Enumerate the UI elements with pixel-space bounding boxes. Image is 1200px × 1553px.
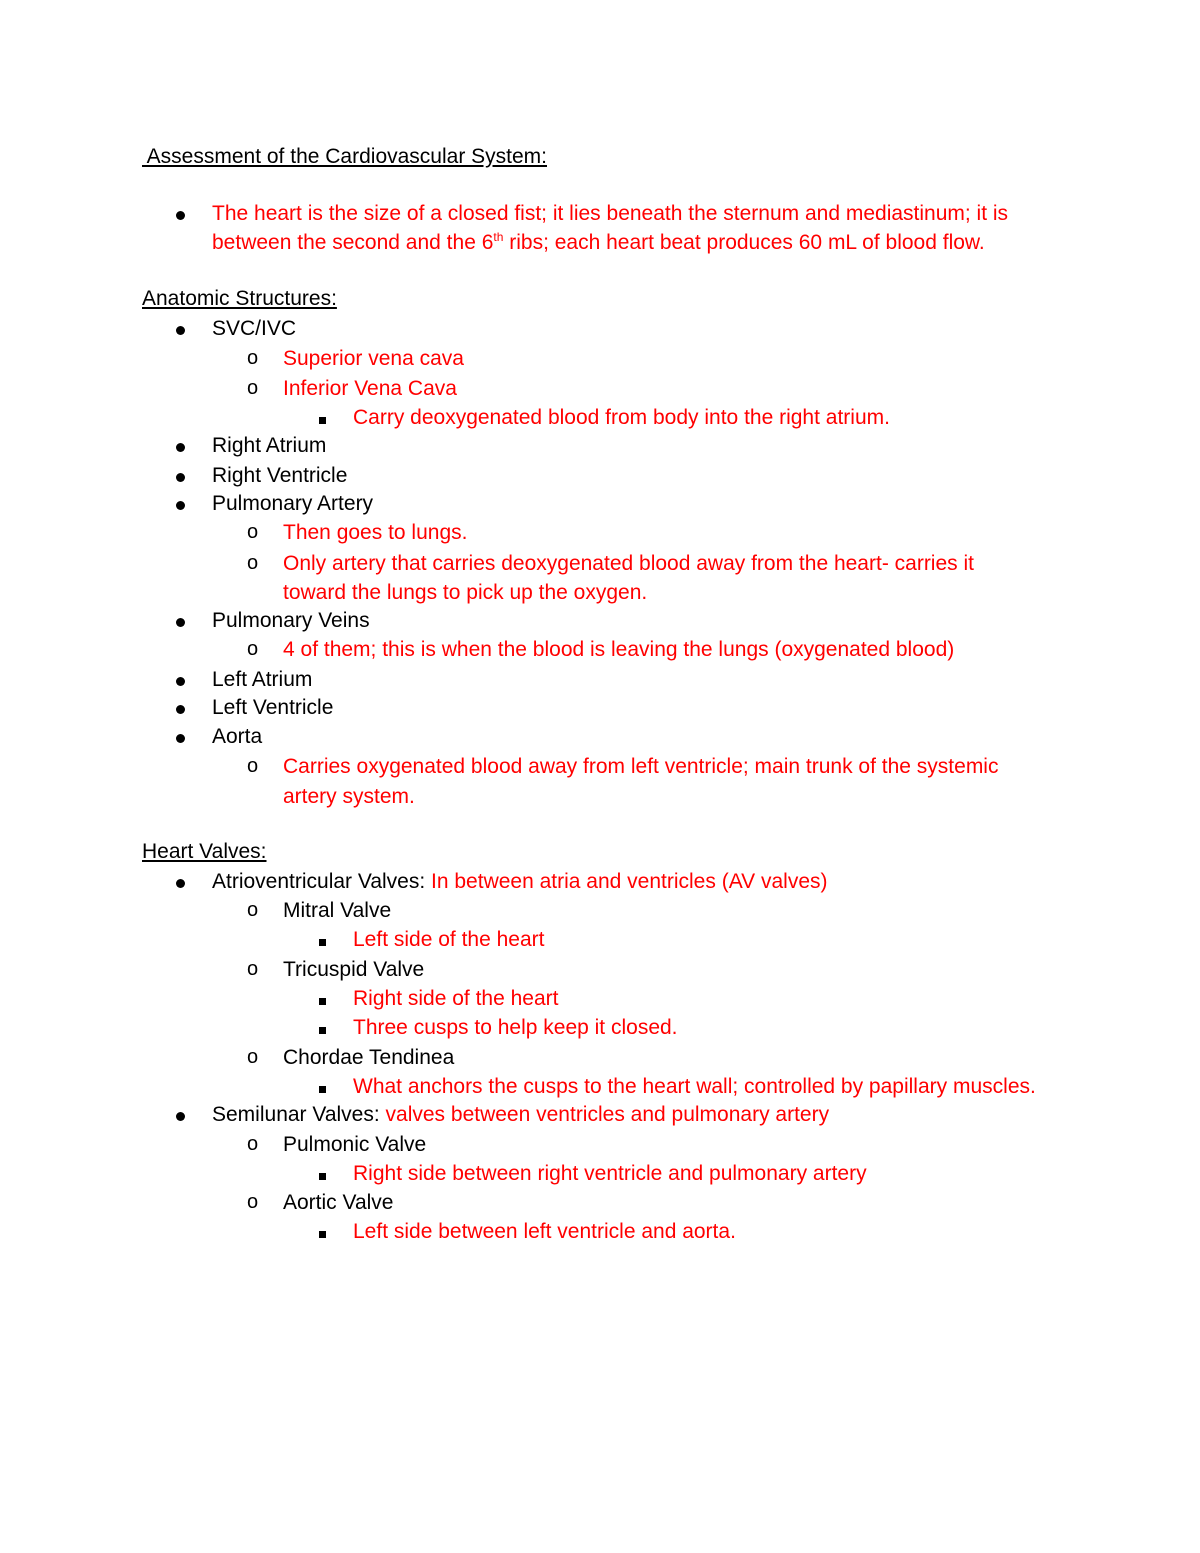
intro-text-line-2 <box>212 229 985 257</box>
intro-text-superscript: th <box>493 230 504 244</box>
list-item-pulmonary-artery: Pulmonary Artery <box>212 492 374 515</box>
list-item-pulmonic-desc: Right side between right ventricle and pulmonary artery <box>353 1162 867 1185</box>
bullet-circle: o <box>247 899 259 921</box>
list-item-tricuspid-desc-2: Three cusps to help keep it closed. <box>353 1016 678 1039</box>
list-item-pulmonic-valve: Pulmonic Valve <box>283 1133 427 1156</box>
list-item-inferior-vena-cava: Inferior Vena Cava <box>283 377 457 400</box>
bullet-square <box>319 926 326 954</box>
list-item-only-artery-line-1: Only artery that carries deoxygenated blood away from the heart- carries it <box>283 552 974 575</box>
bullet-disc <box>176 868 185 896</box>
bullet-circle: o <box>247 377 259 399</box>
list-item-semilunar-valves <box>212 1101 829 1129</box>
bullet-disc <box>176 607 185 635</box>
bullet-square <box>319 1014 326 1042</box>
bullet-circle: o <box>247 347 259 369</box>
list-item-four-of-them: 4 of them; this is when the blood is leaving the lungs (oxygenated blood) <box>283 638 955 661</box>
list-item-superior-vena-cava: Superior vena cava <box>283 347 464 370</box>
bullet-disc <box>176 490 185 518</box>
bullet-circle: o <box>247 552 259 574</box>
section-heading-anatomic-structures: Anatomic Structures: <box>142 287 337 310</box>
av-label: Atrioventricular Valves: <box>212 870 432 893</box>
list-item-mitral-desc: Left side of the heart <box>353 928 545 951</box>
bullet-circle: o <box>247 958 259 980</box>
bullet-disc <box>176 462 185 490</box>
list-item-mitral-valve: Mitral Valve <box>283 899 392 922</box>
section-heading-heart-valves: Heart Valves: <box>142 840 267 863</box>
bullet-square <box>319 1073 326 1101</box>
list-item-aorta-desc-line-2: artery system. <box>283 785 415 808</box>
bullet-circle: o <box>247 521 259 543</box>
bullet-square <box>319 1218 326 1246</box>
bullet-disc <box>176 694 185 722</box>
av-desc: In between atria and ventricles (AV valves) <box>431 870 828 893</box>
bullet-disc <box>176 723 185 751</box>
list-item-tricuspid-desc-1: Right side of the heart <box>353 987 559 1010</box>
list-item-left-ventricle: Left Ventricle <box>212 696 334 719</box>
intro-text-line-1: The heart is the size of a closed fist; it lies beneath the sternum and mediastinum; it is <box>212 202 1009 225</box>
bullet-disc <box>176 200 185 228</box>
list-item-right-atrium: Right Atrium <box>212 434 327 457</box>
semilunar-label: Semilunar Valves: <box>212 1103 386 1126</box>
list-item-chordae-tendinea: Chordae Tendinea <box>283 1046 455 1069</box>
bullet-circle: o <box>247 1046 259 1068</box>
list-item-aortic-desc: Left side between left ventricle and aorta. <box>353 1220 736 1243</box>
list-item-aortic-valve: Aortic Valve <box>283 1191 394 1214</box>
semilunar-desc: valves between ventricles and pulmonary artery <box>385 1103 830 1126</box>
list-item-chordae-desc: What anchors the cusps to the heart wall; controlled by papillary muscles. <box>353 1075 1036 1098</box>
bullet-circle: o <box>247 1191 259 1213</box>
list-item-right-ventricle: Right Ventricle <box>212 464 348 487</box>
bullet-disc <box>176 1101 185 1129</box>
list-item-atrioventricular-valves <box>212 868 828 896</box>
bullet-square <box>319 985 326 1013</box>
list-item-carry-deoxygenated: Carry deoxygenated blood from body into the right atrium. <box>353 406 890 429</box>
list-item-only-artery-line-2: toward the lungs to pick up the oxygen. <box>283 581 648 604</box>
intro-text-part-a: between the second and the 6 <box>212 231 494 254</box>
bullet-circle: o <box>247 638 259 660</box>
list-item-aorta: Aorta <box>212 725 263 748</box>
bullet-disc <box>176 315 185 343</box>
list-item-pulmonary-veins: Pulmonary Veins <box>212 609 370 632</box>
list-item-then-goes-to-lungs: Then goes to lungs. <box>283 521 468 544</box>
list-item-aorta-desc-line-1: Carries oxygenated blood away from left ventricle; main trunk of the systemic <box>283 755 999 778</box>
bullet-square <box>319 1160 326 1188</box>
list-item-svc-ivc: SVC/IVC <box>212 317 297 340</box>
bullet-circle: o <box>247 1133 259 1155</box>
intro-text-part-b: ribs; each heart beat produces 60 mL of blood flow. <box>503 231 985 254</box>
bullet-square <box>319 404 326 432</box>
section-heading-assessment: Assessment of the Cardiovascular System: <box>142 145 547 168</box>
bullet-circle: o <box>247 755 259 777</box>
bullet-disc <box>176 432 185 460</box>
list-item-left-atrium: Left Atrium <box>212 668 313 691</box>
bullet-disc <box>176 666 185 694</box>
list-item-tricuspid-valve: Tricuspid Valve <box>283 958 425 981</box>
